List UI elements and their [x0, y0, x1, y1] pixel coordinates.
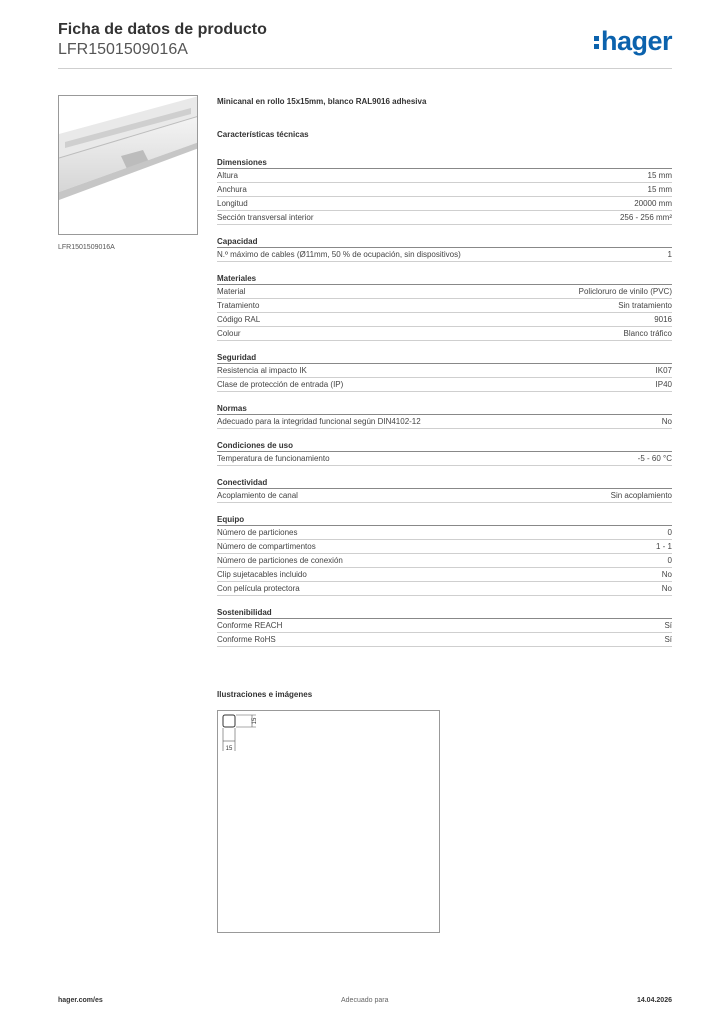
dimension-height-label: 15 [252, 717, 258, 725]
spec-label: Colour [217, 329, 241, 338]
spec-value: 0 [667, 528, 672, 537]
spec-section [217, 157, 672, 225]
spec-row [217, 452, 672, 466]
spec-value: Sin acoplamiento [610, 491, 672, 500]
spec-value: -5 - 60 °C [637, 454, 672, 463]
spec-value: IP40 [655, 380, 672, 389]
section-title: Equipo [217, 515, 245, 524]
spec-value: No [661, 570, 672, 579]
section-title: Conectividad [217, 478, 268, 487]
spec-content [217, 97, 672, 658]
spec-label: Número de particiones de conexión [217, 556, 343, 565]
spec-section [217, 607, 672, 647]
spec-label: Material [217, 287, 246, 296]
spec-value: IK07 [655, 366, 672, 375]
spec-label: Resistencia al impacto IK [217, 366, 307, 375]
image-caption: LFR1501509016A [58, 244, 115, 251]
spec-row [217, 327, 672, 341]
spec-value: 15 mm [647, 171, 672, 180]
section-title: Sostenibilidad [217, 608, 272, 617]
section-title: Materiales [217, 274, 257, 283]
section-title: Normas [217, 404, 247, 413]
spec-label: Sección transversal interior [217, 213, 314, 222]
spec-value: Sí [664, 635, 672, 644]
spec-row [217, 313, 672, 327]
spec-section [217, 477, 672, 503]
cable-channel-icon [59, 96, 198, 235]
spec-label: Código RAL [217, 315, 261, 324]
footer-website: hager.com/es [58, 997, 103, 1004]
spec-value: 0 [667, 556, 672, 565]
product-code: LFR1501509016A [58, 41, 188, 58]
spec-row [217, 248, 672, 262]
footer-center-text: Adecuado para [341, 997, 389, 1004]
spec-row [217, 554, 672, 568]
spec-section [217, 236, 672, 262]
spec-value: Policloruro de vinilo (PVC) [578, 287, 672, 296]
page-header [58, 20, 672, 68]
spec-label: Tratamiento [217, 301, 260, 310]
spec-row [217, 299, 672, 313]
section-title: Seguridad [217, 353, 257, 362]
spec-value: No [661, 417, 672, 426]
spec-row [217, 582, 672, 596]
spec-label: Temperatura de funcionamiento [217, 454, 330, 463]
spec-value: Blanco tráfico [623, 329, 672, 338]
spec-value: 9016 [654, 315, 672, 324]
section-title: Condiciones de uso [217, 441, 294, 450]
dimension-width-label: 15 [225, 746, 233, 752]
section-title: Capacidad [217, 237, 258, 246]
spec-row [217, 378, 672, 392]
spec-label: Número de compartimentos [217, 542, 316, 551]
technical-characteristics-title: Características técnicas [217, 130, 309, 139]
spec-row [217, 619, 672, 633]
spec-value: No [661, 584, 672, 593]
spec-row [217, 183, 672, 197]
spec-row [217, 526, 672, 540]
spec-label: Altura [217, 171, 238, 180]
logo-text: hager [600, 26, 672, 56]
dimension-drawing-icon [218, 711, 441, 934]
spec-section [217, 352, 672, 392]
technical-drawing [217, 710, 440, 933]
footer-date: 14.04.2026 [636, 997, 672, 1004]
spec-label: Conforme REACH [217, 621, 283, 630]
spec-label: Clase de protección de entrada (IP) [217, 380, 344, 389]
spec-row [217, 540, 672, 554]
spec-label: Adecuado para la integridad funcional según DIN4102-12 [217, 417, 421, 426]
spec-row [217, 364, 672, 378]
spec-label: Conforme RoHS [217, 635, 276, 644]
spec-label: Acoplamiento de canal [217, 491, 298, 500]
spec-value: 256 - 256 mm² [619, 213, 672, 222]
document-title: Ficha de datos de producto [58, 21, 267, 38]
spec-section [217, 514, 672, 596]
hager-logo [594, 26, 672, 57]
spec-row [217, 211, 672, 225]
spec-row [217, 169, 672, 183]
spec-label: Longitud [217, 199, 248, 208]
spec-label: Número de particiones [217, 528, 298, 537]
spec-section [217, 403, 672, 429]
spec-row [217, 415, 672, 429]
spec-row [217, 285, 672, 299]
spec-value: 1 - 1 [655, 542, 672, 551]
spec-section [217, 440, 672, 466]
spec-label: Clip sujetacables incluido [217, 570, 307, 579]
spec-label: Con película protectora [217, 584, 300, 593]
spec-row [217, 197, 672, 211]
spec-row [217, 489, 672, 503]
spec-value: Sin tratamiento [618, 301, 672, 310]
spec-label: N.º máximo de cables (Ø11mm, 50 % de ocupación, sin dispositivos) [217, 250, 461, 259]
spec-row [217, 568, 672, 582]
illustrations-title: Ilustraciones e imágenes [217, 690, 313, 699]
spec-value: 1 [667, 250, 672, 259]
product-description: Minicanal en rollo 15x15mm, blanco RAL9016 adhesiva [217, 97, 427, 106]
section-title: Dimensiones [217, 158, 267, 167]
spec-row [217, 633, 672, 647]
spec-label: Anchura [217, 185, 247, 194]
spec-value: 15 mm [647, 185, 672, 194]
product-image [58, 95, 198, 235]
header-divider [58, 68, 672, 69]
logo-dots-icon [594, 33, 599, 52]
spec-value: 20000 mm [634, 199, 672, 208]
spec-sections [217, 157, 672, 647]
spec-section [217, 273, 672, 341]
spec-value: Sí [664, 621, 672, 630]
